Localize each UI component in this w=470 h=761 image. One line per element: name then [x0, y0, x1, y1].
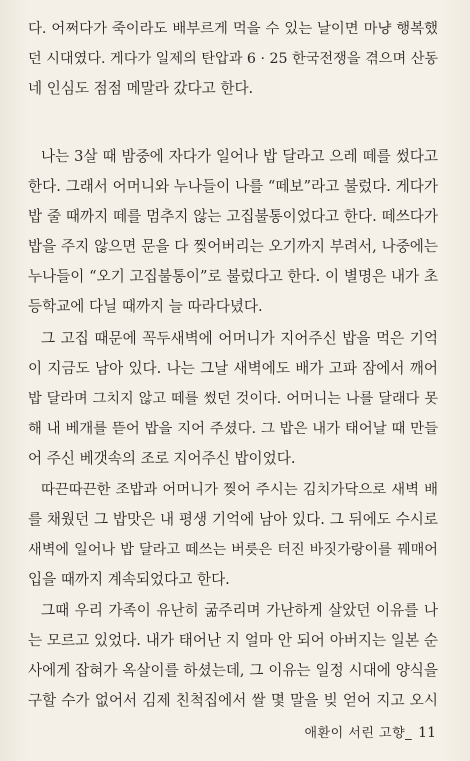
text-line: 사에게 잡혀가 옥살이를 하셨는데, 그 이유는 일정 시대에 양식을: [28, 662, 438, 679]
text-line: 그 고집 때문에 꼭두새벽에 어머니가 지어주신 밥을 먹은 기억: [41, 330, 438, 347]
text-line: 이 지금도 남아 있다. 나는 그날 새벽에도 배가 고파 잠에서 깨어: [28, 360, 438, 377]
text-line: 따끈따끈한 조밥과 어머니가 찢어 주시는 김치가닥으로 새벽 배: [41, 482, 438, 498]
running-title: 애환이 서린 고향_: [304, 726, 413, 741]
text-line: 나는 3살 때 밤중에 자다가 일어나 밥 달라고 으레 떼를 썼다고: [41, 148, 438, 165]
text-line: 구할 수가 없어서 김제 친척집에서 쌀 몇 말을 빚 얻어 지고 오시: [28, 692, 438, 709]
text-line: 입을 때까지 계속되었다고 한다.: [28, 571, 230, 588]
text-line: 해 내 베개를 뜯어 밥을 지어 주셨다. 그 밥은 내가 태어날 때 만들: [28, 421, 438, 437]
text-line: 밥 줄 때까지 떼를 멈추지 않는 고집불통이었다고 한다. 떼쓰다가: [28, 208, 438, 225]
text-line: 등학교에 다닐 때까지 늘 따라다녔다.: [28, 298, 263, 315]
page-number: 11: [418, 725, 436, 741]
text-line: 네 인심도 점점 메말라 갔다고 한다.: [28, 80, 254, 97]
text-line: 밥 달라며 그치지 않고 떼를 썼던 것이다. 어머니는 나를 달래다 못: [28, 391, 438, 407]
text-line: 던 시대였다. 게다가 일제의 탄압과 6 · 25 한국전쟁을 겪으며 산동: [28, 51, 439, 67]
text-line: 새벽에 일어나 밥 달라고 떼쓰는 버릇은 터진 바짓가랑이를 꿰매어: [28, 542, 438, 558]
text-line: 다. 어쩌다가 죽이라도 배부르게 먹을 수 있는 날이면 마냥 행복했: [28, 21, 438, 37]
text-line: 밥을 주지 않으면 문을 다 찢어버리는 오기까지 부려서, 나중에는: [28, 238, 438, 255]
page-footer: [305, 722, 437, 741]
text-line: 어 주신 베갯속의 조로 지어주신 밥이었다.: [28, 450, 296, 467]
text-line: 를 채웠던 그 밥맛은 내 평생 기억에 남아 있다. 그 뒤에도 수시로: [28, 511, 438, 528]
text-line: 한다. 그래서 어머니와 누나들이 나를 “떼보”라고 불렀다. 게다가: [28, 178, 438, 195]
text-line: 그때 우리 가족이 유난히 굶주리며 가난하게 살았던 이유를 나: [41, 602, 438, 619]
text-line: 누나들이 “오기 고집불통이”로 불렀다고 한다. 이 별명은 내가 초: [28, 268, 438, 285]
text-line: 는 모르고 있었다. 내가 태어난 지 얼마 안 되어 아버지는 일본 순: [28, 632, 438, 649]
